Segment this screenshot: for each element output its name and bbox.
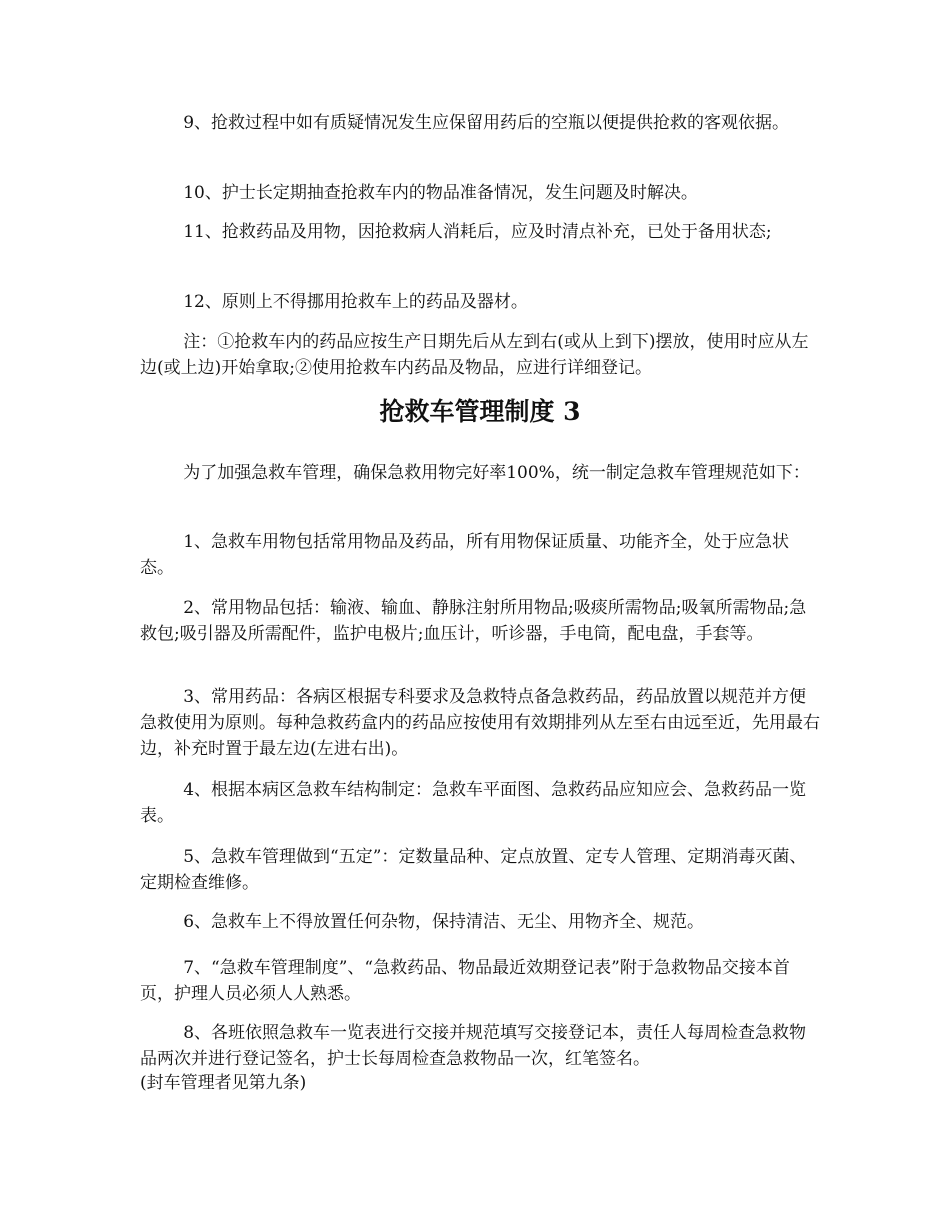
rule-1-paragraph: 1、急救车用物包括常用物品及药品，所有用物保证质量、功能齐全，处于应急状态。 [140,532,790,578]
section-title: 抢救车管理制度 3 [379,397,581,426]
intro-paragraph: 为了加强急救车管理，确保急救用物完好率100%，统一制定急救车管理规范如下： [140,463,810,483]
paragraph-10: 10、护士长定期抽查抢救车内的物品准备情况，发生问题及时解决。 [140,183,698,203]
rule-2-paragraph: 2、常用物品包括：输液、输血、静脉注射所用物品;吸痰所需物品;吸氧所需物品;急救包;吸引器及所需配件，监护电极片;血压计，听诊器，手电筒，配电盘，手套等。 [140,598,807,644]
rule-5-paragraph: 5、急救车管理做到“五定”：定数量品种、定点放置、定专人管理、定期消毒灭菌、定期检查维修。 [140,847,807,893]
paragraph-9: 9、抢救过程中如有质疑情况发生应保留用药后的空瓶以便提供抢救的客观依据。 [140,113,790,133]
tail-note: (封车管理者见第九条) [140,1073,307,1093]
note-paragraph: 注：①抢救车内的药品应按生产日期先后从左到右(或从上到下)摆放，使用时应从左边(或上边)开始拿取;②使用抢救车内药品及物品，应进行详细登记。 [140,332,809,378]
paragraph-11: 11、抢救药品及用物，因抢救病人消耗后，应及时清点补充，已处于备用状态; [140,222,772,242]
rule-6-paragraph: 6、急救车上不得放置任何杂物，保持清洁、无尘、用物齐全、规范。 [140,912,705,932]
rule-8-paragraph: 8、各班依照急救车一览表进行交接并规范填写交接登记本，责任人每周检查急救物品两次并进行登记签名，护士长每周检查急救物品一次，红笔签名。 [140,1023,807,1069]
rule-7-paragraph: 7、“急救车管理制度”、“急救药品、物品最近效期登记表”附于急救物品交接本首页，护理人员必须人人熟悉。 [140,958,790,1004]
rule-4-paragraph: 4、根据本病区急救车结构制定：急救车平面图、急救药品应知应会、急救药品一览表。 [140,780,807,826]
paragraph-12: 12、原则上不得挪用抢救车上的药品及器材。 [140,292,528,312]
rule-3-paragraph: 3、常用药品：各病区根据专科要求及急救特点备急救药品，药品放置以规范并方便急救使用为原则。每种急救药盒内的药品应按使用有效期排列从左至右由远至近，先用最右边，补充时置于最左边(左进右出)。 [140,687,820,759]
